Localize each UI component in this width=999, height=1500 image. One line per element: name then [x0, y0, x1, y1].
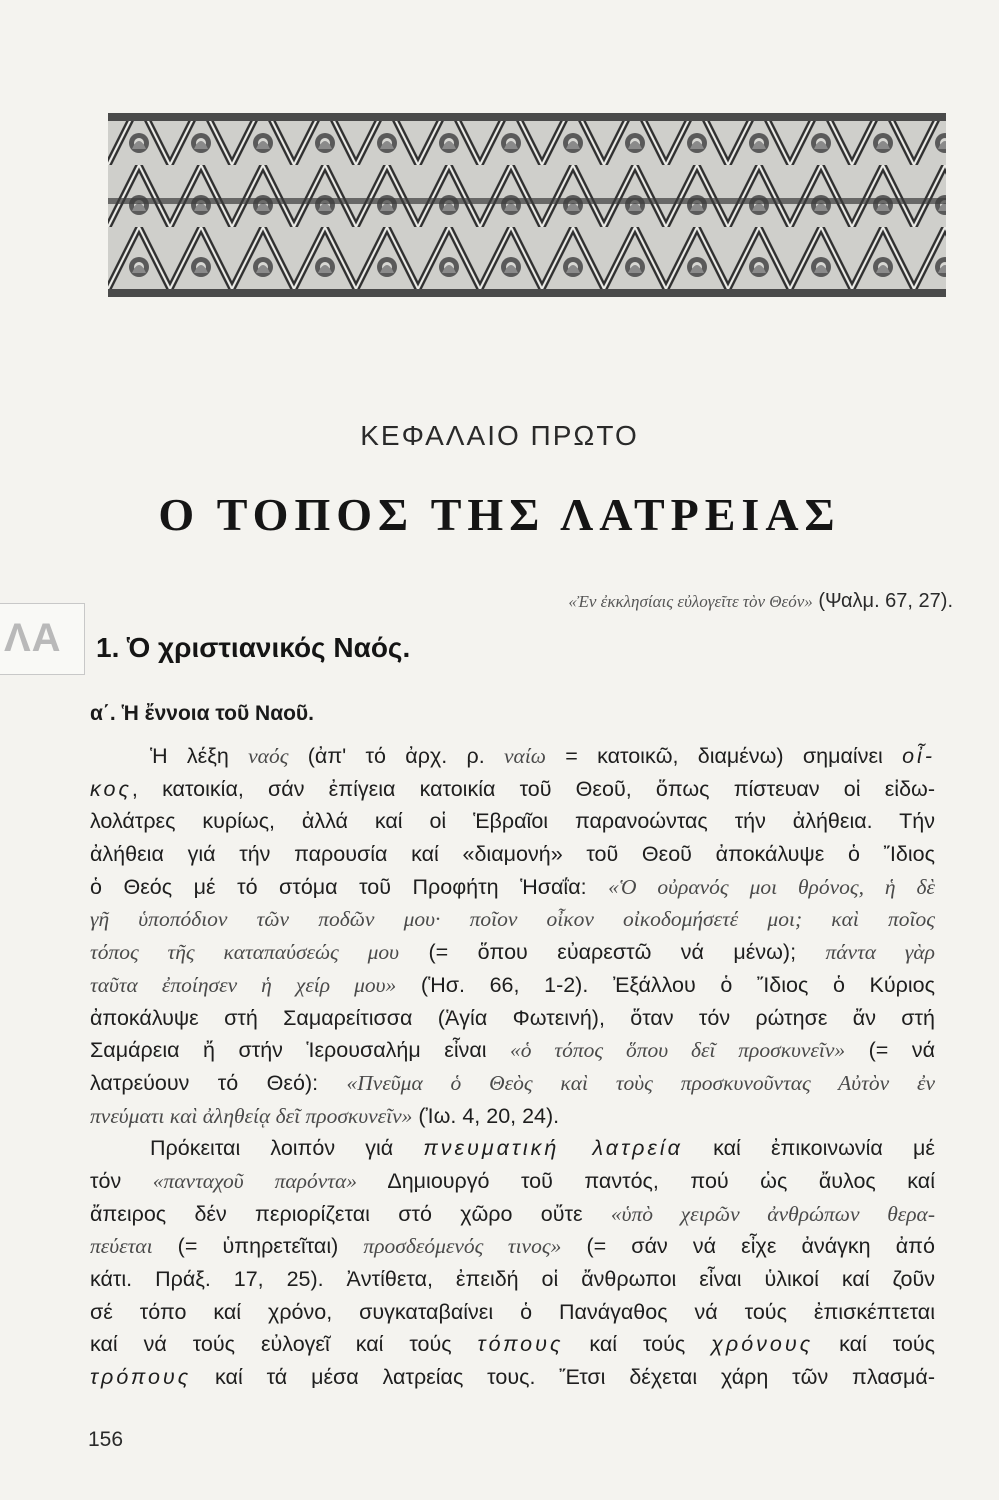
text-line: γῆ ὑποπόδιον τῶν ποδῶν μου· ποῖον οἶκον οἰκοδομήσετέ μοι; καὶ ποῖος: [90, 907, 935, 932]
thumb-index-tab: [0, 603, 85, 675]
ornamental-header-band: [108, 103, 946, 308]
text-line: πνεύματι καὶ ἀληθείᾳ δεῖ προσκυνεῖν» (Ἰω. 4, 20, 24).: [90, 1103, 560, 1128]
text-line: ταῦτα ἐποίησεν ἡ χείρ μου» (Ἡσ. 66, 1-2). Ἐξάλλου ὁ Ἴδιος ὁ Κύριος: [90, 972, 935, 997]
text-line: λατρεύουν τό Θεό): «Πνεῦμα ὁ Θεὸς καὶ τοὺς προσκυνοῦντας Αὐτὸν ἐν: [90, 1070, 935, 1095]
page-number: 156: [88, 1428, 124, 1451]
text-line: τόπος τῆς καταπαύσεώς μου (= ὅπου εὐαρεστῶ νά μένω); πάντα γὰρ: [90, 940, 935, 965]
text-line: ἀποκάλυψε στή Σαμαρείτισσα (Ἁγία Φωτεινή), ὅταν τόν ρώτησε ἄν στή: [90, 1005, 935, 1030]
text-line: σέ τόπο καί χρόνο, συγκαταβαίνει ὁ Πανάγαθος νά τούς ἐπισκέπτεται: [90, 1299, 935, 1324]
text-line: πεύεται (= ὑπηρετεῖται) προσδεόμενός τινος» (= σάν νά εἶχε ἀνάγκη ἀπό: [90, 1234, 935, 1259]
text-line: τρόπους καί τά μέσα λατρείας τους. Ἔτσι δέχεται χάρη τῶν πλασμά-: [90, 1365, 935, 1390]
epigraph-reference: (Ψαλμ. 67, 27).: [812, 590, 953, 612]
text-line: ἄπειρος δέν περιορίζεται στό χῶρο οὔτε «ὑπὸ χειρῶν ἀνθρώπων θερα-: [90, 1201, 936, 1226]
text-line: Πρόκειται λοιπόν γιά πνευματική λατρεία καί ἐπικοινωνία μέ: [150, 1136, 936, 1161]
text-line: λολάτρες κυρίως, ἀλλά καί οἱ Ἑβραῖοι παρανοώντας τήν ἀλήθεια. Τήν: [90, 809, 935, 834]
chapter-title: Ο ΤΟΠΟΣ ΤΗΣ ΛΑΤΡΕΙΑΣ: [158, 489, 841, 540]
body-text: [90, 740, 935, 1394]
subsection-title: α΄. Ἡ ἔννοια τοῦ Ναοῦ.: [90, 702, 314, 725]
epigraph-quote: «Ἐν ἐκκλησίαις εὐλογεῖτε τὸν Θεόν»: [568, 592, 813, 611]
text-line: κος, κατοικία, σάν ἐπίγεια κατοικία τοῦ Θεοῦ, ὅπως πίστευαν οἱ εἰδω-: [90, 776, 935, 801]
text-line: ὁ Θεός μέ τό στόμα τοῦ Προφήτη Ἡσαΐα: «Ὁ οὐρανός μοι θρόνος, ἡ δὲ: [90, 874, 935, 899]
text-line: Ἡ λέξη ναός (ἀπ' τό ἀρχ. ρ. ναίω = κατοικῶ, διαμένω) σημαίνει οἶ-: [150, 744, 935, 768]
thumb-index-label: ΛΑ: [4, 616, 62, 660]
text-line: τόν «πανταχοῦ παρόντα» Δημιουργό τοῦ παντός, πού ὡς ἄυλος καί: [90, 1168, 935, 1193]
chapter-label: ΚΕΦΑΛΑΙΟ ΠΡΩΤΟ: [360, 420, 639, 451]
text-line: καί νά τούς εὐλογεῖ καί τούς τόπους καί τούς χρόνους καί τούς: [90, 1332, 935, 1357]
epigraph: [568, 590, 953, 613]
text-line: ἀλήθεια γιά τήν παρουσία καί «διαμονή» τοῦ Θεοῦ ἀποκάλυψε ὁ Ἴδιος: [90, 842, 935, 867]
section-title: 1. Ὁ χριστιανικός Ναός.: [96, 632, 411, 663]
text-line: κάτι. Πράξ. 17, 25). Ἀντίθετα, ἐπειδή οἱ ἄνθρωποι εἶναι ὑλικοί καί ζοῦν: [90, 1267, 935, 1291]
text-line: Σαμάρεια ἤ στήν Ἱερουσαλήμ εἶναι «ὁ τόπος ὅπου δεῖ προσκυνεῖν» (= νά: [90, 1038, 936, 1063]
